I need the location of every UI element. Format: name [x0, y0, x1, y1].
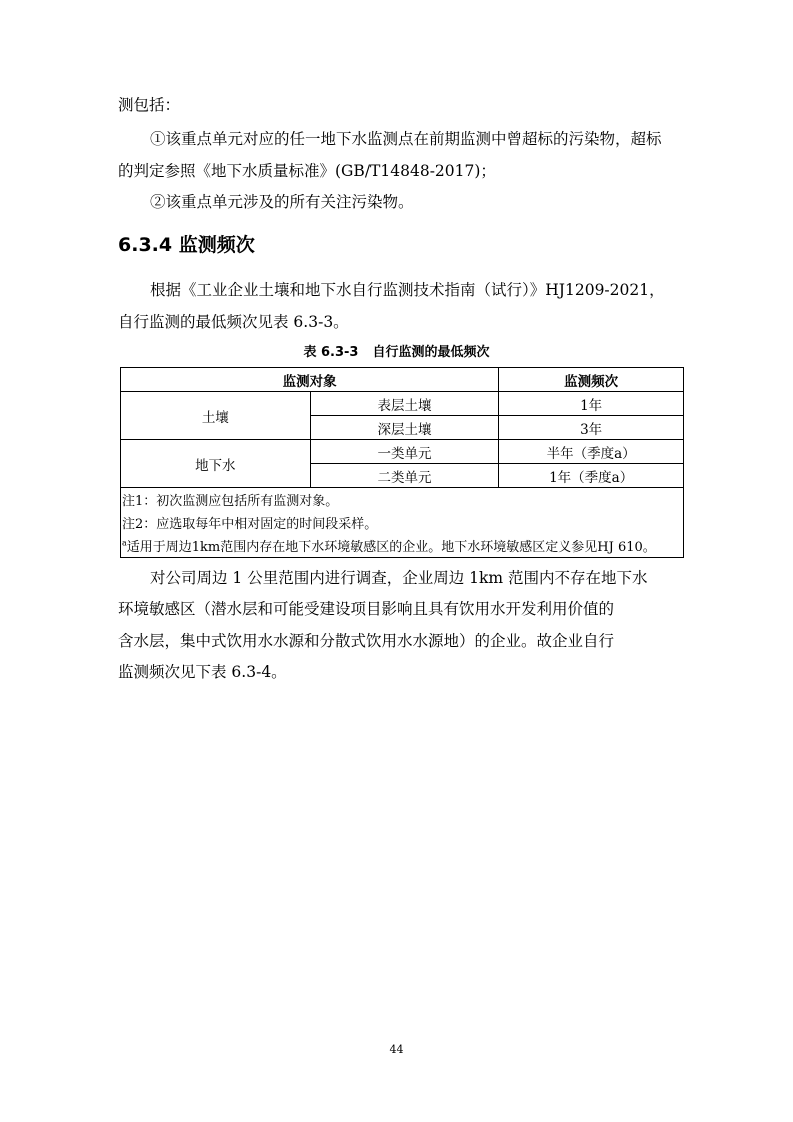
sub-object: 表层土壤: [310, 392, 499, 416]
para3-line1: 对公司周边 1 公里范围内进行调查，企业周边 1km 范围内不存在地下水: [150, 569, 648, 587]
item1-line2: 的判定参照《地下水质量标准》(GB/T14848-2017)；: [118, 162, 496, 180]
table-caption-title: 自行监测的最低频次: [372, 345, 490, 360]
table-note-2: 注2：应选取每年中相对固定的时间段采样。: [121, 511, 684, 534]
sub-object: 二类单元: [310, 464, 499, 488]
header-monitoring-object: 监测对象: [121, 368, 499, 392]
table-row: [121, 392, 684, 416]
table-caption: [0, 341, 793, 360]
table-note-3: [121, 534, 684, 558]
frequency-value: 半年（季度a）: [499, 440, 684, 464]
para3-line4: 监测频次见下表 6.3-4。: [118, 663, 287, 681]
group-name-soil: 土壤: [121, 392, 311, 440]
header-monitoring-frequency: 监测频次: [499, 368, 684, 392]
intro-line: 测包括：: [118, 96, 181, 114]
table-row: [121, 440, 684, 464]
para2-line2: 自行监测的最低频次见表 6.3-3。: [118, 313, 349, 331]
frequency-value: 1年（季度a）: [499, 464, 684, 488]
table-caption-number: 表 6.3-3: [303, 345, 359, 360]
table-note-row: [121, 511, 684, 534]
frequency-table: [120, 367, 684, 558]
para3-line3: 含水层，集中式饮用水水源和分散式饮用水水源地）的企业。故企业自行: [118, 632, 615, 650]
table-note-3-text: 适用于周边1km范围内存在地下水环境敏感区的企业。地下水环境敏感区定义参见HJ 610。: [126, 540, 656, 555]
frequency-value: 1年: [499, 392, 684, 416]
frequency-value: 3年: [499, 416, 684, 440]
para2-line1: 根据《工业企业土壤和地下水自行监测技术指南（试行）》HJ1209-2021，: [150, 281, 665, 299]
sub-object: 一类单元: [310, 440, 499, 464]
item1-line1: ①该重点单元对应的任一地下水监测点在前期监测中曾超标的污染物，超标: [150, 130, 662, 148]
footnote-marker: a: [122, 538, 127, 548]
table-note-1: 注1：初次监测应包括所有监测对象。: [121, 488, 684, 512]
section-heading: 6.3.4 监测频次: [118, 234, 255, 256]
item2: ②该重点单元涉及的所有关注污染物。: [150, 193, 414, 211]
table-header-row: [121, 368, 684, 392]
table-note-row: [121, 534, 684, 558]
table-note-row: [121, 488, 684, 512]
page-number: 44: [389, 1043, 404, 1056]
sub-object: 深层土壤: [310, 416, 499, 440]
group-name-groundwater: 地下水: [121, 440, 311, 488]
para3-line2: 环境敏感区（潜水层和可能受建设项目影响且具有饮用水开发利用价值的: [118, 600, 615, 618]
